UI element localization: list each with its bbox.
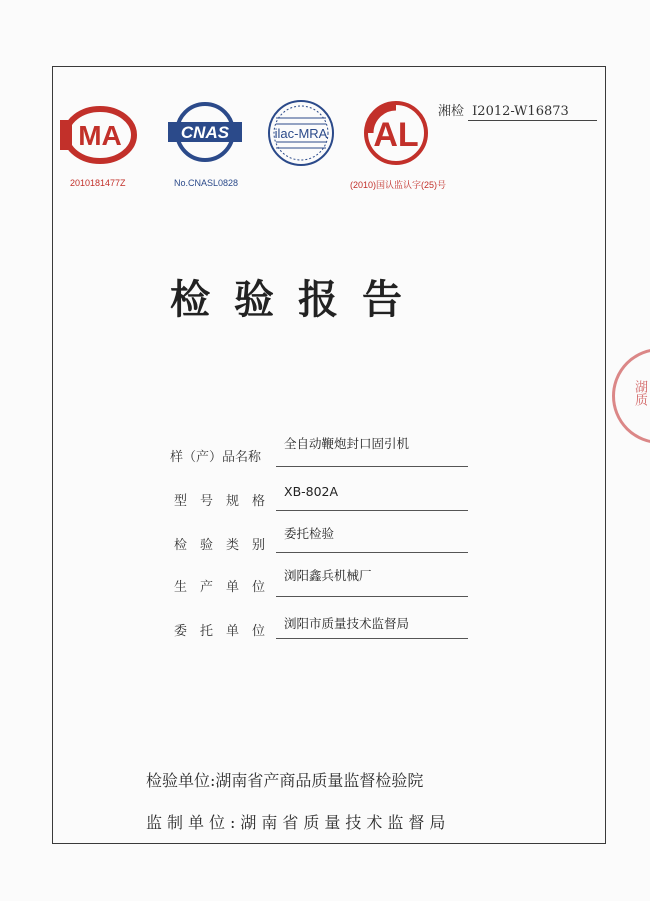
cnas-caption: No.CNASL0828: [174, 178, 239, 188]
supervision-unit: 监制单位:湖南省质量技术监督局: [146, 813, 451, 832]
red-seal-stamp-text: 湖质: [632, 380, 647, 406]
field-underline: [276, 552, 468, 553]
svg-text:ilac-MRA: ilac-MRA: [274, 126, 328, 141]
report-number-label: 湘检: [438, 104, 465, 119]
field-label-client: 委托单位: [174, 624, 279, 639]
report-number-value: I2012-W16873: [468, 104, 597, 121]
svg-text:CNAS: CNAS: [180, 123, 230, 142]
field-underline: [276, 638, 468, 639]
field-label-model: 型号规格: [174, 494, 279, 509]
field-value-model: XB-802A: [284, 484, 339, 499]
cal-caption: (2010)国认监认字(25)号: [350, 180, 447, 190]
cma-caption: 2010181477Z: [70, 178, 126, 188]
field-label-inspection-type: 检验类别: [174, 538, 279, 553]
report-title: 检验报告: [170, 276, 426, 323]
field-label-manufacturer: 生产单位: [174, 580, 279, 595]
field-underline: [276, 596, 468, 597]
cal-logo: [360, 100, 432, 166]
report-cover-frame: [52, 66, 606, 844]
svg-text:AL: AL: [373, 116, 419, 154]
cma-logo: [56, 104, 144, 166]
cnas-logo: [166, 100, 244, 164]
report-number: [438, 100, 597, 119]
svg-text:MA: MA: [78, 120, 122, 151]
field-value-client: 浏阳市质量技术监督局: [284, 616, 410, 631]
field-underline: [276, 466, 468, 467]
field-value-manufacturer: 浏阳鑫兵机械厂: [284, 568, 372, 583]
ilac-mra-logo: [266, 98, 336, 168]
inspection-unit: 检验单位:湖南省产商品质量监督检验院: [146, 771, 424, 790]
field-label-sample-name: 样（产）品名称: [170, 450, 262, 465]
field-underline: [276, 510, 468, 511]
field-value-sample-name: 全自动鞭炮封口固引机: [284, 436, 410, 451]
field-value-inspection-type: 委托检验: [284, 526, 335, 541]
